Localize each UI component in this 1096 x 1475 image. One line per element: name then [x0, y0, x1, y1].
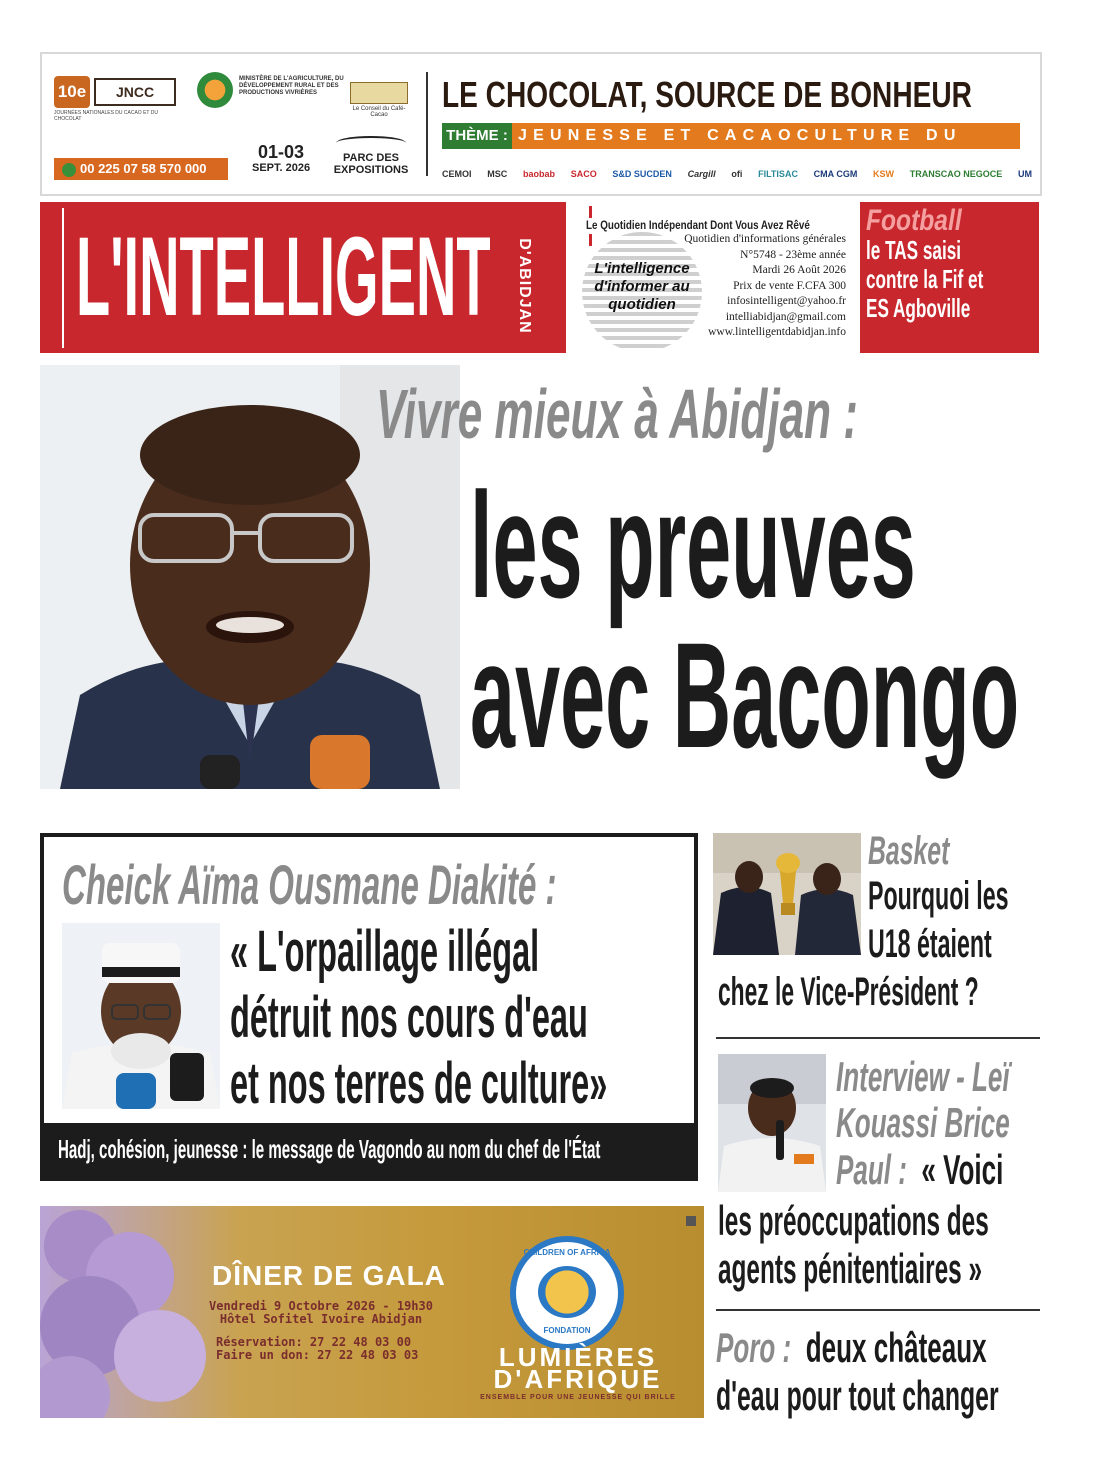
foundation-name-top: CHILDREN OF AFRICA [523, 1248, 611, 1257]
banner-title: LE CHOCOLAT, SOURCE DE BONHEUR [442, 74, 972, 115]
lead-headline-line: les preuves [470, 461, 916, 629]
diakite-kicker: Cheick Aïma Ousmane Diakité : [62, 853, 557, 916]
basket-headline-line: U18 étaient [868, 922, 992, 966]
phone-number[interactable] [54, 158, 228, 180]
gala-date: Vendredi 9 Octobre 2026 - 19h30 [209, 1299, 433, 1313]
masthead [40, 202, 566, 353]
diakite-photo [62, 923, 220, 1109]
brice-photo[interactable] [718, 1054, 826, 1192]
sponsor-logos [442, 162, 1032, 186]
issue-number: N°5748 - 23ème année [740, 248, 846, 261]
theme-text: JEUNESSE ET CACAOCULTURE DU FUTUR [518, 127, 962, 170]
banner-left [42, 54, 424, 194]
banner-right [440, 54, 1040, 194]
sponsor-logo: baobab [522, 169, 555, 179]
jncc-logo: JNCC [94, 78, 176, 106]
issue-price: Prix de vente F.CFA 300 [733, 279, 846, 292]
jncc-subtitle: JOURNÉES NATIONALES DU CACAO ET DU CHOCOLAT [54, 110, 158, 122]
sponsor-logo: FILTISAC [758, 169, 798, 179]
poro-headline-line2[interactable]: d'eau pour tout changer [716, 1372, 999, 1419]
conseil-label: Le Conseil du Café-Cacao [352, 106, 406, 118]
tagline-text: Le Quotidien Indépendant Dont Vous Avez Rêvé [586, 218, 810, 232]
brice-kicker-line: Interview - Leï [836, 1053, 1010, 1100]
football-line: ES Agboville [866, 293, 971, 323]
football-line: contre la Fif et [866, 264, 984, 294]
coat-of-arms-icon [197, 72, 233, 108]
diakite-quote-line: « L'orpaillage illégal [230, 919, 540, 984]
basket-headline-last[interactable]: chez le Vice-Président ? [718, 970, 979, 1014]
theme-bar [442, 123, 1020, 170]
masthead-inner [62, 208, 536, 348]
edition-badge: 10e [54, 76, 90, 108]
football-headline [866, 236, 1033, 323]
brice-kicker-name-end: Paul : [836, 1146, 907, 1193]
diakite-quote-line: détruit nos cours d'eau [230, 985, 588, 1050]
vagondo-teaser-text: Hadj, cohésion, jeunesse : le message de Vagondo au nom du chef de l'État [58, 1134, 601, 1164]
venue-text: PARC DES EXPOSITIONS [333, 152, 409, 176]
lead-headline-line: avec Bacongo [470, 611, 1020, 779]
brice-quote-start: « Voici [921, 1146, 1004, 1193]
brice-quote-line: les préoccupations des [718, 1197, 989, 1244]
circle-slogan-line: L'intelligence [594, 260, 690, 277]
tagline-bar-left [589, 206, 592, 218]
silhouettes-graphic [40, 1206, 220, 1418]
gala-dinner-ad[interactable] [40, 1206, 704, 1418]
sponsor-logo: CEMOI [442, 169, 472, 179]
sponsor-logo: ofi [731, 169, 743, 179]
sponsor-logo: KSW [873, 169, 895, 179]
brice-kicker [836, 1054, 1096, 1146]
column-divider [716, 1309, 1040, 1311]
issue-info [684, 232, 846, 341]
gala-reservation: Réservation: 27 22 48 03 00 [216, 1335, 412, 1349]
gala-title: DÎNER DE GALA [212, 1260, 446, 1291]
gala-details [196, 1300, 446, 1362]
jncc-banner-ad[interactable] [40, 52, 1042, 196]
football-line: le TAS saisi [866, 235, 962, 265]
diakite-story[interactable] [40, 833, 698, 1181]
venue-roof-icon [336, 136, 406, 150]
circle-slogan-line: quotidien [608, 296, 676, 313]
poro-kicker: Poro : [716, 1324, 792, 1371]
children-of-africa-logo [510, 1236, 624, 1350]
masthead-vertical [508, 226, 540, 346]
football-kicker: Football [866, 204, 962, 237]
football-teaser[interactable] [860, 202, 1039, 353]
theme-label: THÈME : [442, 123, 512, 149]
portrait-illustration [718, 1054, 826, 1192]
sponsor-logo: Cargill [687, 169, 716, 179]
lumieres-slogan: ENSEMBLE POUR UNE JEUNESSE QUI BRILLE [480, 1394, 676, 1401]
column-divider [716, 1037, 1040, 1039]
event-date [252, 142, 310, 174]
poro-headline-line1[interactable] [716, 1324, 987, 1372]
sponsor-logo: S&D SUCDEN [612, 169, 672, 179]
basket-photo[interactable] [713, 833, 861, 955]
sponsor-logo: CMA CGM [813, 169, 858, 179]
lead-kicker: Vivre mieux à Abidjan : [376, 375, 858, 453]
brice-quote[interactable] [718, 1197, 1096, 1293]
africa-map-icon [538, 1266, 596, 1318]
sponsor-logo: MSC [487, 169, 508, 179]
gala-donation: Faire un don: 27 22 48 03 03 [216, 1348, 419, 1362]
diakite-quote-line: et nos terres de culture» [230, 1051, 608, 1116]
email-link[interactable]: infosintelligent@yahoo.fr [727, 295, 846, 307]
website-link[interactable]: www.lintelligentdabidjan.info [708, 326, 846, 338]
circle-slogan-line: d'informer au [594, 278, 690, 295]
brice-kicker-end [836, 1146, 1003, 1194]
masthead-vertical-text: D'ABIDJAN [516, 238, 533, 334]
event-days: 01-03 [258, 142, 305, 162]
phone-text: 00 225 07 58 570 000 [80, 161, 207, 176]
sponsor-logo: SACO [570, 169, 597, 179]
whatsapp-icon [62, 163, 76, 177]
email-link[interactable]: intelliabidjan@gmail.com [725, 310, 846, 323]
conseil-cafe-cacao-logo [350, 82, 408, 104]
ministry-name: MINISTÈRE DE L'AGRICULTURE, DU DÉVELOPPEMENT RURAL ET DES PRODUCTIONS VIVRIÈRES [239, 76, 344, 96]
sponsor-logo: UM [1018, 169, 1032, 179]
lead-headline[interactable] [470, 461, 1070, 779]
masthead-info [580, 202, 850, 353]
brice-kicker-line: Kouassi Brice [836, 1099, 1010, 1146]
vagondo-teaser-bar[interactable] [44, 1123, 694, 1177]
lumieres-line: LUMIÈRES [498, 1342, 658, 1372]
lumieres-line: D'AFRIQUE [493, 1364, 663, 1394]
lumieres-brand [460, 1342, 696, 1394]
foundation-name-bottom: FONDATION [543, 1326, 591, 1335]
issue-type: Quotidien d'informations générales [684, 233, 846, 245]
tagline-bar-right [589, 234, 592, 246]
trophy-photo-illustration [713, 833, 861, 955]
banner-divider [426, 72, 428, 176]
issue-date: Mardi 26 Août 2026 [752, 264, 846, 276]
ad-corner-mark [686, 1216, 696, 1226]
portrait-illustration [62, 923, 220, 1109]
basket-headline-line: Pourquoi les [868, 874, 1009, 918]
event-month: SEPT. 2026 [252, 162, 311, 174]
event-venue [330, 136, 412, 176]
basket-kicker: Basket [868, 829, 950, 873]
brice-quote-line: agents pénitentiaires » [718, 1245, 982, 1292]
gala-venue: Hôtel Sofitel Ivoire Abidjan [219, 1312, 423, 1326]
sponsor-logo: TRANSCAO NEGOCE [909, 169, 1003, 179]
basket-headline[interactable] [868, 872, 1096, 968]
poro-headline-start: deux châteaux [805, 1324, 987, 1371]
newspaper-title: L'INTELLIGENT [76, 214, 491, 339]
